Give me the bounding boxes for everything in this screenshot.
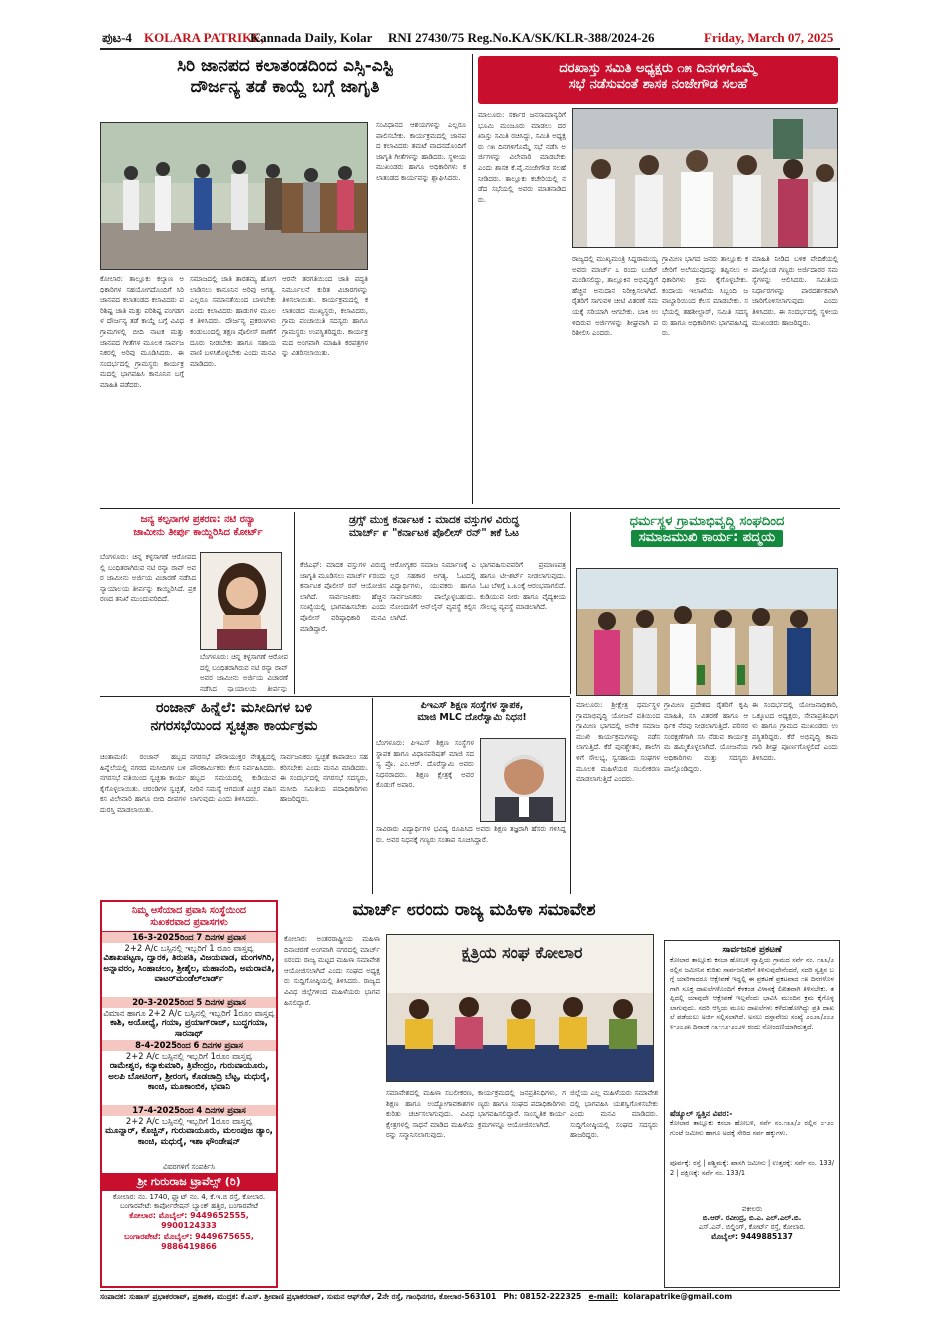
article7-headline-line1: ಪಿಇಎಸ್ ಶಿಕ್ಷಣ ಸಂಸ್ಥೆಗಳ ಸ್ಥಾಪಕ, [420, 700, 524, 711]
column-divider [294, 512, 295, 694]
ad-phone-bangarpet: ಬಂಗಾರಪೇಟೆ: ಮೊಬೈಲ್: 9449675655, 9886419866 [124, 1231, 254, 1251]
article3-photo-caption: ಬೆಂಗಳೂರು: ಚಿನ್ನ ಕಳ್ಳಸಾಗಣೆ ಆರೋಪದಲ್ಲಿ ಬಂಧಿತರಾಗಿರುವ ನಟಿ ರನ್ಯಾ ರಾವ್ ಅವರ ಜಾಮೀನು ಅರ್ಜಿಯ ವಿಚಾರಣೆ ನಡೆಸಿದ ನ್ಯಾಯಾಲಯ ತೀರ್ಪನ್ನು [200, 653, 288, 692]
article7-column1: ಬೆಂಗಳೂರು: ಪಿಇಎಸ್ ಶಿಕ್ಷಣ ಸಂಸ್ಥೆಗಳ ಸ್ಥಾಪಕ ಹಾಗೂ ವಿಧಾನಪರಿಷತ್ ಮಾಜಿ ಸದಸ್ಯ ಪ್ರೊ. ಎಂ.ಆರ್. ದೊರೆಸ್ವಾಮಿ ಅವರು ನಿಧನರಾದರು. ಶಿಕ್ಷಣ ಕ್ಷೇತ್ರಕ್ಕೆ ಅವರ ಕೊಡುಗೆ ಅಪಾರ. [376, 739, 474, 790]
section-divider [100, 696, 570, 697]
tour-bus-info: 2+2 A/c ಬಸ್ಸಿನಲ್ಲಿ ಇಬ್ಬರಿಗೆ 1 ರೂಂ ವಾಸ್ತವ್ಯ [124, 942, 254, 953]
article1-headline-line1: ಸಿರಿ ಜಾನಪದ ಕಲಾತಂಡದಿಂದ ಎಸ್ಸಿ-ಎಸ್ಟಿ [177, 56, 393, 76]
ad-phone-kolar: ಕೋಲಾರ: ಮೊಬೈಲ್: 9449652555, 9900124333 [129, 1210, 249, 1230]
article8-column4: ಜಿಲ್ಲೆಯ ಎಲ್ಲ ಮಹಿಳೆಯರು ಸಮಾವೇಶದಲ್ಲಿ ಭಾಗವಹಿಸಿ ಯಶಸ್ವಿಗೊಳಿಸಬೇಕು ಎಂದು ಮನವಿ ಮಾಡಿದರು. ಸುದ್ದಿಗೋಷ್ಠಿಯಲ್ಲಿ ಸಂಘದ ಸದಸ್ಯರು ಹಾಜರಿದ್ದರು. [570, 1089, 658, 1140]
public-notice [664, 940, 840, 1288]
ad-organizer-label: ವಿವರಗಳಿಗೆ ಸಂಪರ್ಕಿಸಿ [163, 1162, 215, 1171]
tour-date: 8-4-2025ರಿಂದ 6 ದಿನಗಳ ಪ್ರವಾಸ [102, 1040, 276, 1051]
article2-headline-line2: ಸಭೆ ನಡೆಸುವಂತೆ ಶಾಸಕ ನಂಜೇಗೌಡ ಸಲಹೆ [568, 77, 748, 93]
article8-photo [386, 934, 654, 1082]
article8-column1: ಕೋಲಾರ: ಅಂತರರಾಷ್ಟ್ರೀಯ ಮಹಿಳಾ ದಿನಾಚರಣೆ ಅಂಗವಾಗಿ ನಗರದಲ್ಲಿ ಮಾರ್ಚ್ ೮ರಂದು ರಾಜ್ಯ ಮಟ್ಟದ ಮಹಿಳಾ ಸಮಾವೇಶ ಆಯೋಜಿಸಲಾಗಿದೆ ಎಂದು ಸಂಘದ ಅಧ್ಯಕ್ಷರು ಸುದ್ದಿಗೋಷ್ಠಿಯಲ್ಲಿ ತಿಳಿಸಿದರು. ರಾಜ್ಯದ ವಿವಿಧ ಜಿಲ್ಲೆಗಳಿಂದ ಮಹಿಳೆಯರು ಭಾಗವಹಿಸಲಿದ್ದಾರೆ. [284, 935, 380, 1007]
article6-headline [100, 700, 368, 748]
article1-headline-line2: ದೌರ್ಜನ್ಯ ತಡೆ ಕಾಯ್ದೆ ಬಗ್ಗೆ ಜಾಗೃತಿ [190, 77, 380, 98]
article8-headline: ಮಾರ್ಚ್ ೮ರಂದು ರಾಜ್ಯ ಮಹಿಳಾ ಸಮಾವೇಶ [352, 900, 596, 920]
article1-column2: ಸಮಾಜದಲ್ಲಿ ಜಾತಿ ತಾರತಮ್ಯ ಹೋಗಲಾಡಿಸಲು ಕಾನೂನಿನ ಅರಿವು ಅಗತ್ಯ. ಎಲ್ಲರೂ ಸಮಾನತೆಯಿಂದ ಬಾಳಬೇಕು ಎಂದು ಕಲಾವಿದರು ಹಾಡುಗಳ ಮೂಲಕ ತಿಳಿಸಿದರು. ದೌರ್ಜನ್ಯ ಪ್ರಕರಣಗಳು ಕಂಡುಬಂದಲ್ಲಿ ತಕ್ಷಣ ಪೊಲೀಸ್ ಠಾಣೆಗೆ ದೂರು ನೀಡಬೇಕು ಹಾಗೂ ಸಹಾಯವಾಣಿ ಬಳಸಿಕೊಳ್ಳಬೇಕು ಎಂದು ಮನವಿ ಮಾಡಿದರು. [190, 275, 276, 368]
footer-email-label: e-mail: [588, 1292, 619, 1301]
article8-column3: ಕಾರ್ಯಕ್ರಮದಲ್ಲಿ ಜನಪ್ರತಿನಿಧಿಗಳು, ಗಣ್ಯರು ಹಾಗೂ ಸಂಘದ ಪದಾಧಿಕಾರಿಗಳು ಭಾಗವಹಿಸಲಿದ್ದಾರೆ. ಸಾಂಸ್ಕೃತಿಕ ಕಾರ್ಯಕ್ರಮಗಳನ್ನೂ ಆಯೋಜಿಸಲಾಗಿದೆ. [478, 1089, 566, 1129]
article3-headline-line1: ಜನ್ಯ ಕಲ್ಪನಾಗಳ ಪ್ರಕರಣ: ನಟಿ ರನ್ಯಾ [140, 514, 256, 525]
ad-address-kolar: ಕೋಲಾರ: ನಂ. 1740, ಫ್ಲ್ಯಾಟ್ ನಂ. 4, ಕೆ.ಇ.ಬಿ ರಸ್ತೆ, ಕೋಲಾರ. [112, 1192, 266, 1201]
article7-photo [480, 738, 566, 822]
footer-rule [100, 1290, 840, 1291]
footer-publisher: ಸಂಪಾದಕ: ಸುಹಾಸ್ ಪ್ರಭಾಕರರಾವ್, ಪ್ರಕಾಶಕ, ಮುದ್ರಕ: ಕೆ.ಎಸ್. ಶ್ರೀವಾಣಿ ಪ್ರಭಾಕರರಾವ್, ಸುಮನ ಆಫ್‌ಸೆಟ್, 2ನೇ ರಸ್ತೆ, ಗಾಂಧಿನಗರ, ಕೋಲಾರ-563101 [100, 1292, 497, 1301]
article3-photo [200, 552, 282, 650]
tour-places: ರಾಮೇಶ್ವರ, ಕನ್ಯಾಕುಮಾರಿ, ತ್ರಿವೇಂದ್ರಂ, ಗುರುವಾಯೂರು, ಅಲಪಿ ಬೋಟಿಂಗ್, ಶ್ರೀರಂಗ, ಕೊಡಚಾದ್ರಿ ಬೆಟ್ಟ, ಮಧುರೈ, ಕಾಂಚಿ, ಮೂಕಾಂಬಿಕ, ಭವಾನಿ [108, 1061, 270, 1092]
column-divider [372, 698, 373, 894]
tour-bus-info: 2+2 A/c ಬಸ್ಸಿನಲ್ಲಿ ಇಬ್ಬರಿಗೆ 1ರೂಂ ವಾಸ್ತವ್ಯ [125, 1050, 253, 1061]
ad-company-name: ಶ್ರೀ ಗುರುರಾಜ ಟ್ರಾವೆಲ್ಸ್ (ರಿ) [102, 1173, 276, 1191]
travel-advertisement [100, 900, 278, 1288]
article1-column1: ಕೋಲಾರ: ತಾಲ್ಲೂಕು ಕಲ್ಯಾಣ ಅಧಿಕಾರಿಗಳ ಸಹಯೋಗದೊಂದಿಗೆ ಸಿರಿ ಜಾನಪದ ಕಲಾತಂಡದ ಕಲಾವಿದರು ಪರಿಶಿಷ್ಟ ಜಾತಿ ಮತ್ತು ಪರಿಶಿಷ್ಟ ಪಂಗಡಗಳ ದೌರ್ಜನ್ಯ ತಡೆ ಕಾಯ್ದೆ ಬಗ್ಗೆ ವಿವಿಧ ಗ್ರಾಮಗಳಲ್ಲಿ ಬೀದಿ ನಾಟಕ ಮತ್ತು ಜಾನಪದ ಗೀತೆಗಳ ಮೂಲಕ ಸಾರ್ವಜನಿಕರಲ್ಲಿ ಅರಿವು ಮೂಡಿಸಿದರು. ಈ ಸಂದರ್ಭದಲ್ಲಿ ಗ್ರಾಮಸ್ಥರು ಕಾರ್ಯಕ್ರಮದಲ್ಲಿ ಭಾಗವಹಿಸಿ ಕಾನೂನಿನ ಬಗ್ಗೆ ಮಾಹಿತಿ ಪಡೆದರು. [100, 275, 184, 389]
notice-signature-address: ಎಸ್.ಎನ್. ಬಿಲ್ಡಿಂಗ್, ಕೋರ್ಟ್ ರಸ್ತೆ, ಕೋಲಾರ. [698, 1223, 806, 1231]
notice-signature-label: ವಕೀಲರು [741, 1205, 763, 1213]
article4-headline-line1: ಡ್ರಗ್ಸ್ ಮುಕ್ತ ಕರ್ನಾಟಕ : ಮಾದಕ ವಸ್ತುಗಳ ವಿರುದ್ಧ [348, 514, 520, 526]
paper-tagline: Kannada Daily, Kolar [250, 30, 373, 45]
ad-address-bangarpet: ಬಂಗಾರಪೇಟೆ: ಕಾರ್ಪೋರೇಷನ್ ಬ್ಯಾಂಕ್ ಹತ್ತಿರ, ಬಂಗಾರಪೇಟೆ [120, 1201, 258, 1210]
article3-headline-line2: ಜಾಮೀನು ತೀರ್ಪು ಕಾಯ್ದಿರಿಸಿದ ಕೋರ್ಟ್ [133, 526, 263, 538]
notice-signature-name: ಬಿ.ಆರ್. ರವೀಂದ್ರ, ಬಿ.ಎ. ಎಲ್.ಎಲ್.ಬಿ. [702, 1214, 802, 1222]
article7-headline-line2: ಮಾಜಿ MLC ದೊರೆಸ್ವಾಮಿ ನಿಧನ! [417, 711, 527, 723]
article7-column2: ಸಾವಿರಾರು ವಿದ್ಯಾರ್ಥಿಗಳ ಭವಿಷ್ಯ ರೂಪಿಸಿದ ಅವರು ಶಿಕ್ಷಣ ತಜ್ಞರಾಗಿ ಹೆಸರು ಗಳಿಸಿದ್ದರು. ಅವರ ನಿಧನಕ್ಕೆ ಗಣ್ಯರು ಸಂತಾಪ ಸೂಚಿಸಿದ್ದಾರೆ. [376, 825, 566, 844]
article5-headline [574, 514, 840, 564]
masthead-rule [100, 48, 840, 50]
column-divider [472, 54, 473, 504]
column-divider [570, 512, 571, 694]
article4-column1: ಕೆಜಿಎಫ್: ಮಾದಕ ವಸ್ತುಗಳ ವಿರುದ್ಧ ಜಾಗೃತಿ ಮೂಡಿಸಲು ಮಾರ್ಚ್ ೯ರಂದು ಕರ್ನಾಟಕ ಪೊಲೀಸ್ ರನ್ ಆಯೋಜಿಸಲಾಗಿದೆ. ಸಾರ್ವಜನಿಕರು ಹೆಚ್ಚಿನ ಸಂಖ್ಯೆಯಲ್ಲಿ ಭಾಗವಹಿಸಬೇಕು ಎಂದು ಪೊಲೀಸ್ ವರಿಷ್ಠಾಧಿಕಾರಿ ಮನವಿ ಮಾಡಿದ್ದಾರೆ. [300, 561, 386, 633]
tour-places: ವಿಶಾಖಪಟ್ಟಣ, ದ್ವಾರಕ, ತಿರುಪತಿ, ವಿಜಯವಾಡ, ಮಂಗಳಗಿರಿ, ಅನ್ನಾವರಂ, ಸಿಂಹಾಚಲಂ, ಶ್ರೀಶೈಲ, ಮಹಾನಂದಿ, ಅಮರಾವತಿ, ವಾಟರ್‌ಮಂಡೆಲ್‌ಲಾರ್ಡ್ [103, 953, 275, 984]
tour-places: ಕಾಶಿ, ಅಯೋಧ್ಯೆ, ಗಯಾ, ಪ್ರಯಾಗ್‌ರಾಜ್, ಬುದ್ಧಗಯಾ, ಸಾರನಾಥ್ [110, 1018, 268, 1039]
article8-column2: ಸಮಾವೇಶದಲ್ಲಿ ಮಹಿಳಾ ಸಬಲೀಕರಣ, ಶಿಕ್ಷಣ ಹಾಗೂ ಉದ್ಯೋಗಾವಕಾಶಗಳ ಕುರಿತು ಚರ್ಚಿಸಲಾಗುವುದು. ವಿವಿಧ ಕ್ಷೇತ್ರಗಳಲ್ಲಿ ಸಾಧನೆ ಮಾಡಿದ ಮಹಿಳೆಯರನ್ನು ಸನ್ಮಾನಿಸಲಾಗುವುದು. [386, 1089, 474, 1140]
article6-column3: ಸಾರ್ವಜನಿಕರು ಸ್ವಚ್ಛತೆ ಕಾಪಾಡಲು ಸಹಕರಿಸಬೇಕು ಎಂದು ಮನವಿ ಮಾಡಿದರು. ಈ ಸಂದರ್ಭದಲ್ಲಿ ನಗರಸಭೆ ಸದಸ್ಯರು, ಮಸೀದಿ ಸಮಿತಿಯ ಪದಾಧಿಕಾರಿಗಳು ಹಾಜರಿದ್ದರು. [280, 753, 368, 804]
tour-date: 16-3-2025ರಿಂದ 7 ದಿನಗಳ ಪ್ರವಾಸ [102, 932, 276, 943]
article2-column2: ರಾಜ್ಯದಲ್ಲಿ ಮುಖ್ಯಮಂತ್ರಿ ಸಿದ್ದರಾಮಯ್ಯ ಅವರು ಮಾರ್ಚ್ ೭ ರಂದು ಬಜೆಟ್ ಮಂಡಿಸಲಿದ್ದು, ತಾಲ್ಲೂಕಿನ ಅಭಿವೃದ್ಧಿಗೆ ಹೆಚ್ಚಿನ ಅನುದಾನ ನಿರೀಕ್ಷಿಸಲಾಗಿದೆ. ರೈತರಿಗೆ ಸಾಗುವಳಿ ಚೀಟಿ ವಿತರಣೆ ಸಮಯಕ್ಕೆ ಸರಿಯಾಗಿ ಆಗಬೇಕು. ಬಾಕಿ ಉಳಿದಿರುವ ಅರ್ಜಿಗಳನ್ನು ಶೀಘ್ರವಾಗಿ ಪರಿಶೀಲಿಸಿ ಎಂದರು. [572, 255, 658, 338]
article5-headline-line2: ಸಮಾಜಮುಖಿ ಕಾರ್ಯ: ಪದ್ಮಯ [631, 530, 783, 546]
article1-headline [100, 56, 470, 112]
notice-schedule-title: ಷೆಡ್ಯೂಲ್ ಸ್ವತ್ತಿನ ವಿವರ:- [670, 1109, 733, 1118]
notice-phone: ಮೊಬೈಲ್: 9449885137 [711, 1232, 793, 1241]
article5-photo [576, 568, 838, 696]
paper-name: KOLARA PATRIKE, [144, 30, 265, 45]
footer-phone: Ph: 08152-222325 [503, 1292, 582, 1301]
article5-column2: ಗ್ರಾಮೀಣ ಪ್ರದೇಶದ ರೈತರಿಗೆ ಕೃಷಿ ಮಾಹಿತಿ, ಸಸಿ ವಿತರಣೆ ಹಾಗೂ ಆರ್ಥಿಕ ನೆರವು ನೀಡಲಾಗುತ್ತಿದೆ. ಪರಿಸರ ಸಂರಕ್ಷಣೆಗಾಗಿ ಸಸಿ ನೆಡುವ ಕಾರ್ಯಕ್ರಮ ಹಮ್ಮಿಕೊಳ್ಳಲಾಗಿದೆ. ಯೋಜನೆಯ ಅಧಿಕಾರಿಗಳು ಮತ್ತು ಸದಸ್ಯರು ಪಾಲ್ಗೊಂಡಿದ್ದರು. [664, 701, 748, 773]
tour-date: 17-4-2025ರಿಂದ 4 ದಿನಗಳ ಪ್ರವಾಸ [102, 1105, 276, 1116]
article1-column4: ಸಂವಿಧಾನದ ಆಶಯಗಳನ್ನು ಎಲ್ಲರೂ ಪಾಲಿಸಬೇಕು. ಕಾರ್ಯಕ್ರಮದಲ್ಲಿ ಜಾನಪದ ಕಲಾವಿದರು ತಮಟೆ ವಾದನದೊಂದಿಗೆ ಜಾಗೃತಿ ಗೀತೆಗಳನ್ನು ಹಾಡಿದರು. ಸ್ಥಳೀಯ ಮುಖಂಡರು ಹಾಗೂ ಅಧಿಕಾರಿಗಳು ಕಲಾತಂಡದ ಕಾರ್ಯವನ್ನು ಶ್ಲಾಘಿಸಿದರು. [376, 121, 466, 182]
issue-date: Friday, March 07, 2025 [704, 30, 834, 45]
section-divider [100, 508, 840, 509]
footer-email[interactable]: kolarapatrike@gmail.com [623, 1292, 733, 1301]
article4-column2: ಆರೋಗ್ಯಕರ ಸಮಾಜ ನಿರ್ಮಾಣಕ್ಕೆ ಎಲ್ಲರ ಸಹಕಾರ ಅಗತ್ಯ. ಓಟದಲ್ಲಿ ವಿದ್ಯಾರ್ಥಿಗಳು, ಯುವಕರು ಹಾಗೂ ಸಾರ್ವಜನಿಕರು ಪಾಲ್ಗೊಳ್ಳಬಹುದು. ನೋಂದಣಿಗೆ ಆನ್‌ಲೈನ್ ವ್ಯವಸ್ಥೆ ಕಲ್ಪಿಸಲಾಗಿದೆ. [390, 561, 476, 622]
article5-column1: ಮಾಲೂರು: ಶ್ರೀಕ್ಷೇತ್ರ ಧರ್ಮಸ್ಥಳ ಗ್ರಾಮಾಭಿವೃದ್ಧಿ ಯೋಜನೆ ವತಿಯಿಂದ ಗ್ರಾಮೀಣ ಭಾಗದಲ್ಲಿ ಅನೇಕ ಸಮಾಜಮುಖಿ ಕಾರ್ಯಕ್ರಮಗಳನ್ನು ನಡೆಸಲಾಗುತ್ತಿದೆ. ಕೆರೆ ಪುನಶ್ಚೇತನ, ಶಾಲೆಗಳಿಗೆ ಸೌಲಭ್ಯ, ಸ್ವಸಹಾಯ ಸಂಘಗಳ ಮೂಲಕ ಮಹಿಳೆಯರ ಸಬಲೀಕರಣ ಮಾಡಲಾಗುತ್ತಿದೆ ಎಂದರು. [576, 701, 660, 784]
article6-headline-line1: ರಂಜಾನ್ ಹಿನ್ನೆಲೆ: ಮಸೀದಿಗಳ ಬಳಿ [155, 700, 313, 716]
ad-title-line1: ನಿಮ್ಮ ಆಸೆಯಾದ ಪ್ರವಾಸಿ ಸಂಸ್ಥೆಯಿಂದ [131, 905, 247, 916]
notice-title: ಸಾರ್ವಜನಿಕ ಪ್ರಕಟಣೆ [722, 945, 782, 955]
article2-column1: ಮಾಲೂರು: ಸರ್ಕಾರ ಜನಸಾಮಾನ್ಯರಿಗೆ ಭೂಮಿ ಮಂಜೂರು ಮಾಡಲು ದರಖಾಸ್ತು ಸಮಿತಿ ರಚಿಸಿದ್ದು, ಸಮಿತಿ ಅಧ್ಯಕ್ಷರು ೧೫ ದಿನಗಳಿಗೊಮ್ಮೆ ಸಭೆ ನಡೆಸಿ ಅರ್ಜಿಗಳನ್ನು ವಿಲೇವಾರಿ ಮಾಡಬೇಕು ಎಂದು ಶಾಸಕ ಕೆ.ವೈ.ನಂಜೇಗೌಡ ಸಲಹೆ ನೀಡಿದರು. ತಾಲ್ಲೂಕು ಕಚೇರಿಯಲ್ಲಿ ನಡೆದ ಸಭೆಯಲ್ಲಿ ಅವರು ಮಾತನಾಡಿದರು. [478, 111, 566, 204]
article2-headline-line1: ದರಖಾಸ್ತು ಸಮಿತಿ ಅಧ್ಯಕ್ಷರು ೧೫ ದಿನಗಳಿಗೊಮ್ಮೆ [559, 61, 757, 76]
article4-headline-line2: ಮಾರ್ಚ್ ೯ "ಕರ್ನಾಟಕ ಪೊಲೀಸ್ ರನ್" ೫ಕೆ ಓಟ [349, 527, 519, 540]
notice-schedule-body: ಕೋಲಾರ ತಾಲ್ಲೂಕು ಕಸಬಾ ಹೋಬಳಿ, ಸರ್ವೆ ನಂ.೧೩೩/೨ ರಲ್ಲಿನ ೦-೨೦ ಗುಂಟೆ ಜಮೀನು ಹಾಗೂ ಅದಕ್ಕೆ ಸೇರಿದ ಸರ್ವ ಹಕ್ಕುಗಳು. [670, 1119, 834, 1137]
article8-photo-banner: ಕ್ಷತ್ರಿಯ ಸಂಘ ಕೋಲಾರ [461, 943, 583, 962]
masthead [100, 28, 840, 48]
tour-bus-info: ವಿಮಾನ ಹಾಗೂ 2+2 A/c ಬಸ್ಸಿನಲ್ಲಿ ಇಬ್ಬರಿಗೆ 1ರೂಂ ವಾಸ್ತವ್ಯ [103, 1007, 275, 1018]
tour-places: ಮೂನ್ನಾರ್, ಕೊಚ್ಚಿನ್, ಗುರುವಾಯೂರು, ಮಲಂಪುಜ ಡ್ಯಾಂ, ಕಾಂಚಿ, ಮಧುರೈ, ಇಶಾ ಫೌಂಡೇಷನ್ [105, 1126, 273, 1147]
article3-text: ಬೆಂಗಳೂರು: ಚಿನ್ನ ಕಳ್ಳಸಾಗಣೆ ಆರೋಪದಲ್ಲಿ ಬಂಧಿತರಾಗಿರುವ ನಟಿ ರನ್ಯಾ ರಾವ್ ಅವರ ಜಾಮೀನು ಅರ್ಜಿಯ ವಿಚಾರಣೆ ನಡೆಸಿದ ನ್ಯಾಯಾಲಯ ತೀರ್ಪನ್ನು ಕಾಯ್ದಿರಿಸಿದೆ. ಪ್ರಕರಣದ ತನಿಖೆ ಮುಂದುವರಿದಿದೆ. [100, 553, 196, 604]
article5-column3: ಈ ಸಂದರ್ಭದಲ್ಲಿ ಯೋಜನಾಧಿಕಾರಿ, ಒಕ್ಕೂಟದ ಅಧ್ಯಕ್ಷರು, ಸೇವಾಪ್ರತಿನಿಧಿಗಳು ಹಾಗೂ ಗ್ರಾಮದ ಮುಖಂಡರು ಉಪಸ್ಥಿತರಿದ್ದರು. ಕೆರೆ ಅಭಿವೃದ್ಧಿ ಕಾಮಗಾರಿ ಶೀಘ್ರ ಪೂರ್ಣಗೊಳ್ಳಲಿದೆ ಎಂದು ತಿಳಿಸಿದರು. [752, 701, 838, 762]
article2-photo [572, 108, 838, 248]
article5-headline-line1: ಧರ್ಮಸ್ಥಳ ಗ್ರಾಮಾಭಿವೃದ್ಧಿ ಸಂಘದಿಂದ [629, 514, 785, 529]
article6-headline-line2: ನಗರಸಭೆಯಿಂದ ಸ್ವಚ್ಛತಾ ಕಾರ್ಯಕ್ರಮ [150, 717, 318, 734]
notice-body: ಕೋಲಾರ ತಾಲ್ಲೂಕು ಕಸಬಾ ಹೋಬಳಿ ವ್ಯಾಪ್ತಿಯ ಗ್ರಾಮದ ಸರ್ವೆ ನಂ. ೧೩೩/೨ ರಲ್ಲಿನ ಜಮೀನಿನ ಕುರಿತು ಸಾರ್ವಜನಿಕರಿಗೆ ತಿಳಿಸುವುದೇನೆಂದರೆ, ಸದರಿ ಸ್ವತ್ತಿನ ಬಗ್ಗೆ ಯಾರಿಗಾದರೂ ಆಕ್ಷೇಪಣೆ ಇದ್ದಲ್ಲಿ ಈ ಪ್ರಕಟಣೆ ಪ್ರಕಟವಾದ ೧೫ ದಿನಗಳೊಳಗಾಗಿ ಸೂಕ್ತ ದಾಖಲೆಗಳೊಂದಿಗೆ ಕೆಳಕಂಡ ವಿಳಾಸಕ್ಕೆ ಲಿಖಿತವಾಗಿ ತಿಳಿಸಬೇಕು. ತಪ್ಪಿದಲ್ಲಿ ಯಾವುದೇ ಆಕ್ಷೇಪಣೆ ಇಲ್ಲವೆಂದು ಭಾವಿಸಿ ಮುಂದಿನ ಕ್ರಮ ಕೈಗೊಳ್ಳಲಾಗುವುದು. ಸದರಿ ಆಸ್ತಿಯ ಮೂಲ ದಾಖಲೆಗಳು ಕಳೆದುಹೋಗಿದ್ದು ಪ್ರತಿ ದಾಖಲೆ ಪಡೆಯಲು ಅರ್ಜಿ ಸಲ್ಲಿಸಲಾಗಿದೆ. ಅಸಲು ದಸ್ತಾವೇಜು ಸಂಖ್ಯೆ ೨೦೨೩/೨೦೨೪-೨೦೨೫ ದಿನಾಂಕ ೧೩-೧೨-೨೦೨೪ ರಂದು ನೋಂದಣಿಯಾಗಿರುತ್ತದೆ. [670, 956, 834, 1031]
article4-column3: ಭಾಗವಹಿಸುವವರಿಗೆ ಪ್ರಮಾಣಪತ್ರ ಹಾಗೂ ಟೀ-ಶರ್ಟ್ ನೀಡಲಾಗುವುದು. ಓಟ ಬೆಳಿಗ್ಗೆ ೬.೩೦ಕ್ಕೆ ಆರಂಭವಾಗಲಿದೆ. ಕುಡಿಯುವ ನೀರು ಹಾಗೂ ವೈದ್ಯಕೀಯ ಸೌಲಭ್ಯ ವ್ಯವಸ್ಥೆ ಮಾಡಲಾಗಿದೆ. [480, 561, 566, 612]
column-divider [570, 698, 571, 894]
page-number: ಪುಟ-4 [102, 30, 132, 45]
article6-column2: ನಗರಸಭೆ ಪೌರಾಯುಕ್ತರ ನೇತೃತ್ವದಲ್ಲಿ ಪೌರಕಾರ್ಮಿಕರು ಕೆಲಸ ನಿರ್ವಹಿಸಿದರು. ಹಬ್ಬದ ಸಮಯದಲ್ಲಿ ಕುಡಿಯುವ ನೀರಿನ ಸಮಸ್ಯೆ ಆಗದಂತೆ ಎಚ್ಚರ ವಹಿಸಲಾಗುವುದು ಎಂದು ತಿಳಿಸಿದರು. [190, 753, 276, 804]
article4-headline [300, 514, 568, 558]
article1-column3: ಆರನೇ ತರಗತಿಯಿಂದ ಜಾತಿ ಪದ್ಧತಿ ನಿರ್ಮೂಲನೆ ಕುರಿತ ವಿಚಾರಗಳನ್ನು ತಿಳಿಸಲಾಯಿತು. ಕಾರ್ಯಕ್ರಮದಲ್ಲಿ ಕಲಾತಂಡದ ಮುಖ್ಯಸ್ಥರು, ಕಲಾವಿದರು, ಗ್ರಾಮ ಪಂಚಾಯಿತಿ ಸದಸ್ಯರು ಹಾಗೂ ಗ್ರಾಮಸ್ಥರು ಉಪಸ್ಥಿತರಿದ್ದರು. ಕಾರ್ಯಕ್ರಮದ ಅಂಗವಾಗಿ ಮಾಹಿತಿ ಕರಪತ್ರಗಳನ್ನು ವಿತರಿಸಲಾಯಿತು. [282, 275, 368, 358]
article2-headline [478, 56, 838, 104]
registration-number: RNI 27430/75 Reg.No.KA/SK/KLR-388/2024-26 [388, 30, 655, 45]
article3-headline [100, 514, 296, 550]
notice-boundaries: ಪೂರ್ವಕ್ಕೆ: ರಸ್ತೆ | ಪಶ್ಚಿಮಕ್ಕೆ: ಖಾಸಗಿ ಜಮೀನು | ಉತ್ತರಕ್ಕೆ: ಸರ್ವೆ ನಂ. 133/2 | ದಕ್ಷಿಣಕ್ಕೆ: ಸರ್ವೆ ನಂ. 133/1 [670, 1159, 834, 1177]
footer [100, 1292, 840, 1308]
article2-column4: ಮಾಹಿತಿ ನೀಡಿದ ಬಳಿಕ ವೇದಿಕೆಯಲ್ಲಿ ಪಾಲ್ಗೊಂಡ ಗಣ್ಯರು ಅರ್ಜಿದಾರರ ಸಮಸ್ಯೆಗಳನ್ನು ಆಲಿಸಿದರು. ಸಮಿತಿಯ ನಿರ್ಧಾರಗಳನ್ನು ಪಾರದರ್ಶಕವಾಗಿ ಜಾರಿಗೊಳಿಸಲಾಗುವುದು ಎಂದು ತಿಳಿಸಿದರು. ಈ ಸಂದರ್ಭದಲ್ಲಿ ಸ್ಥಳೀಯ ಮುಖಂಡರು ಹಾಜರಿದ್ದರು. [752, 255, 838, 327]
article7-headline [376, 700, 568, 734]
article2-column3: ಗ್ರಾಮೀಣ ಭಾಗದ ಜನರು ತಾಲ್ಲೂಕು ಕಚೇರಿಗೆ ಅಲೆಯುವುದನ್ನು ತಪ್ಪಿಸಲು ಅಧಿಕಾರಿಗಳು ಕ್ರಮ ಕೈಗೊಳ್ಳಬೇಕು. ಕಂದಾಯ ಇಲಾಖೆಯ ಸಿಬ್ಬಂದಿ ಜವಾಬ್ದಾರಿಯಿಂದ ಕೆಲಸ ಮಾಡಬೇಕು. ಸಭೆಯಲ್ಲಿ ತಹಶೀಲ್ದಾರ್, ಸಮಿತಿ ಸದಸ್ಯರು ಹಾಗೂ ಅಧಿಕಾರಿಗಳು ಭಾಗವಹಿಸಿದ್ದರು. [662, 255, 748, 338]
tour-date: 20-3-2025ರಿಂದ 5 ದಿನಗಳ ಪ್ರವಾಸ [102, 997, 276, 1008]
article1-photo [100, 122, 368, 270]
article6-column1: ಚಿಂತಾಮಣಿ: ರಂಜಾನ್ ಹಬ್ಬದ ಹಿನ್ನೆಲೆಯಲ್ಲಿ ನಗರದ ಮಸೀದಿಗಳ ಬಳಿ ನಗರಸಭೆ ವತಿಯಿಂದ ಸ್ವಚ್ಛತಾ ಕಾರ್ಯ ಕೈಗೊಳ್ಳಲಾಯಿತು. ಚರಂಡಿಗಳ ಸ್ವಚ್ಛತೆ, ಕಸ ವಿಲೇವಾರಿ ಹಾಗೂ ಬೀದಿ ದೀಪಗಳ ದುರಸ್ತಿ ಮಾಡಲಾಯಿತು. [100, 753, 186, 814]
tour-bus-info: 2+2 A/c ಬಸ್ಸಿನಲ್ಲಿ ಇಬ್ಬರಿಗೆ 1ರೂಂ ವಾಸ್ತವ್ಯ [125, 1115, 253, 1126]
ad-title-line2: ಸುಖಕರವಾದ ಪ್ರವಾಸಗಳು [102, 917, 276, 932]
